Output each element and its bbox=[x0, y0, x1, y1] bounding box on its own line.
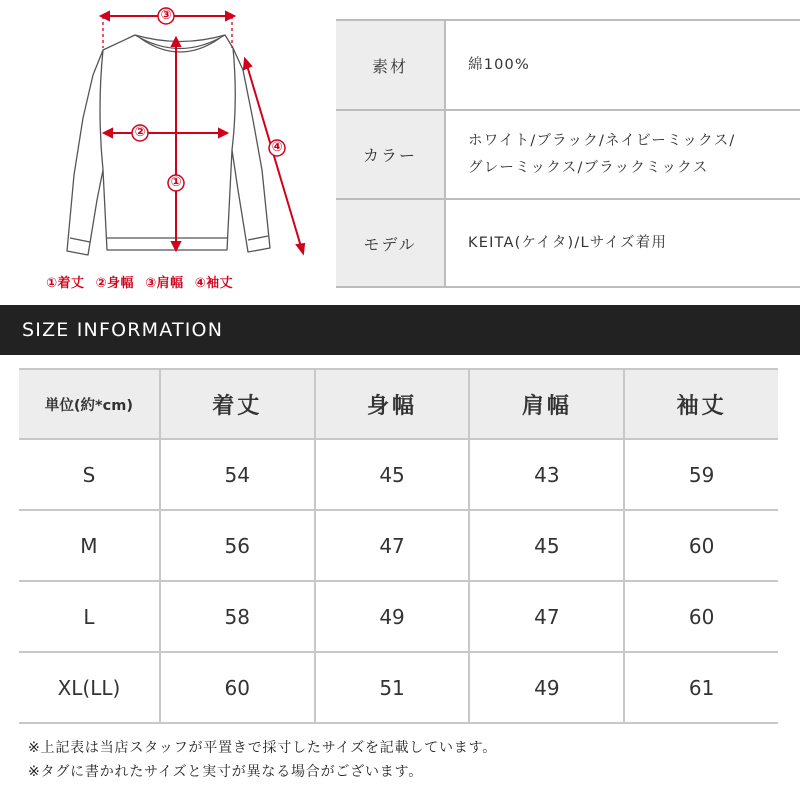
table-cell: 47 bbox=[468, 582, 623, 651]
legend-item-length: ①着丈 bbox=[46, 276, 85, 291]
note-line: ※上記表は当店スタッフが平置きで採寸したサイズを記載しています。 bbox=[28, 740, 498, 756]
unit-label: 単位(約*cm) bbox=[44, 397, 133, 414]
marker-chest: ② bbox=[134, 125, 146, 140]
measurement-notes bbox=[28, 736, 497, 784]
spec-key: 素材 bbox=[336, 21, 446, 109]
table-cell: 54 bbox=[159, 440, 314, 509]
spec-value-line: KEITA(ケイタ)/Lサイズ着用 bbox=[468, 234, 668, 251]
table-cell: 60 bbox=[623, 582, 778, 651]
marker-shoulder: ③ bbox=[160, 8, 172, 23]
column-header: 袖丈 bbox=[623, 370, 778, 438]
size-label: L bbox=[83, 604, 95, 629]
spec-value-line: 綿100% bbox=[468, 56, 530, 73]
table-row bbox=[19, 511, 778, 582]
note-line: ※タグに書かれたサイズと実寸が異なる場合がございます。 bbox=[28, 764, 424, 780]
table-cell: 56 bbox=[159, 511, 314, 580]
table-row bbox=[19, 440, 778, 511]
diagram-legend bbox=[46, 272, 306, 291]
spec-value bbox=[446, 111, 800, 198]
table-cell: 49 bbox=[468, 653, 623, 722]
spec-value-line: グレーミックス/ブラックミックス bbox=[468, 159, 709, 176]
table-cell: 45 bbox=[468, 511, 623, 580]
spec-row-model bbox=[336, 198, 800, 288]
spec-key: モデル bbox=[336, 200, 446, 286]
size-label: M bbox=[80, 533, 98, 558]
legend-item-chest: ②身幅 bbox=[95, 276, 135, 291]
marker-length: ① bbox=[170, 175, 182, 190]
table-row bbox=[19, 653, 778, 724]
size-label: XL(LL) bbox=[57, 675, 121, 700]
table-cell: 59 bbox=[623, 440, 778, 509]
banner-title: SIZE INFORMATION bbox=[22, 319, 224, 341]
spec-value-line: ホワイト/ブラック/ネイビーミックス/ bbox=[468, 132, 736, 149]
legend-item-shoulder: ③肩幅 bbox=[145, 276, 184, 291]
column-header: 肩幅 bbox=[468, 370, 623, 438]
column-header: 着丈 bbox=[159, 370, 314, 438]
size-table-header bbox=[19, 368, 778, 440]
spec-key: カラー bbox=[336, 111, 446, 198]
legend-item-sleeve: ④袖丈 bbox=[194, 276, 234, 291]
spec-value bbox=[446, 200, 800, 286]
spec-value bbox=[446, 21, 800, 109]
column-header: 身幅 bbox=[314, 370, 469, 438]
table-cell: 43 bbox=[468, 440, 623, 509]
table-cell: 60 bbox=[159, 653, 314, 722]
spec-row-material bbox=[336, 19, 800, 109]
table-cell: 58 bbox=[159, 582, 314, 651]
table-cell: 45 bbox=[314, 440, 469, 509]
marker-sleeve: ④ bbox=[271, 140, 283, 155]
table-cell: 51 bbox=[314, 653, 469, 722]
size-label: S bbox=[82, 462, 96, 487]
table-cell: 61 bbox=[623, 653, 778, 722]
table-row bbox=[19, 582, 778, 653]
table-cell: 49 bbox=[314, 582, 469, 651]
garment-diagram bbox=[0, 0, 320, 300]
size-table bbox=[19, 368, 778, 724]
spec-row-color bbox=[336, 109, 800, 198]
size-info-banner bbox=[0, 305, 800, 355]
table-cell: 60 bbox=[623, 511, 778, 580]
table-cell: 47 bbox=[314, 511, 469, 580]
